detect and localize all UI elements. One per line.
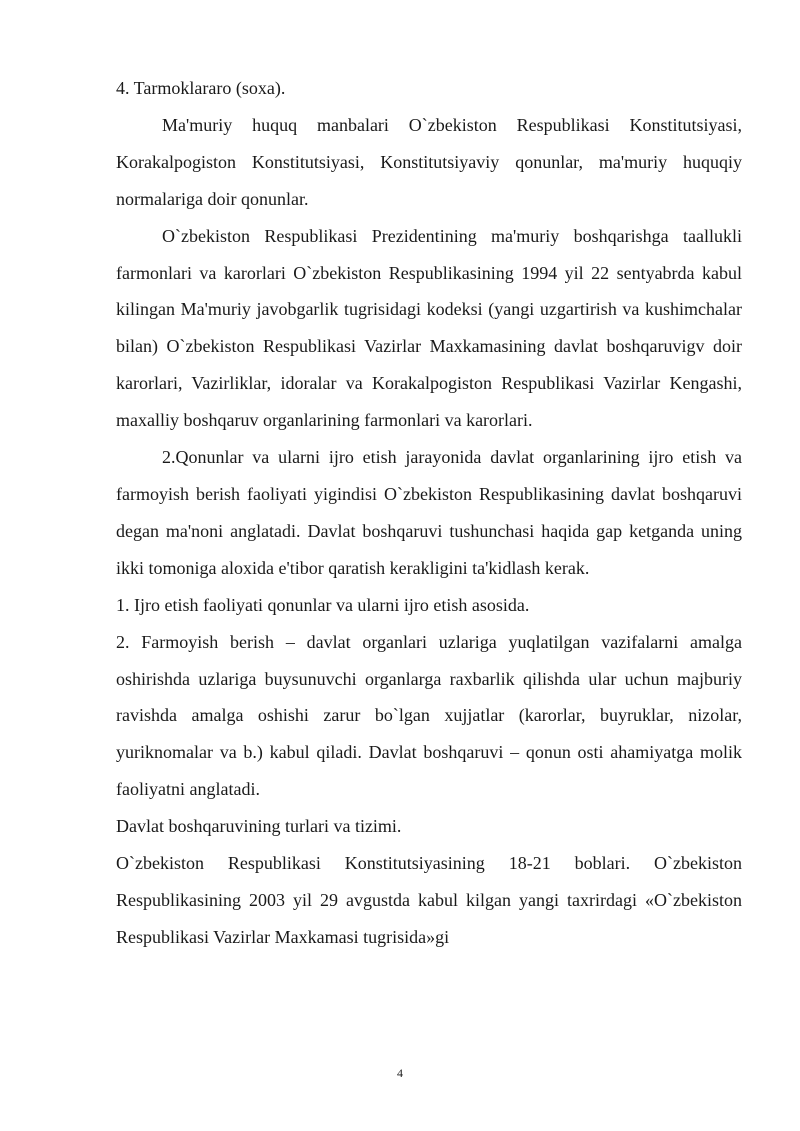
page-body bbox=[116, 70, 742, 956]
page-number: 4 bbox=[397, 1066, 403, 1080]
list-item-2-orders: 2. Farmoyish berish – davlat organlari uzlariga yuqlatilgan vazifalarni amalga oshirishda uzlariga buysunuvchi organlarga raxbarlik qilishda ular uchun majburiy ravishda amalga oshishi zarur bo`lgan xujjatlar (karorlar, buyruklar, nizolar, yuriknomalar va b.) kabul qiladi. Davlat boshqaruvi – qonun osti ahamiyatga molik faoliyatni anglatadi. bbox=[116, 631, 742, 800]
paragraph-state-governance: 2.Qonunlar va ularni ijro etish jarayonida davlat organlarining ijro etish va farmoyish berish faoliyati yigindisi O`zbekiston Respublikasining davlat boshqaruvi degan ma'noni anglatadi. Davlat boshqaruvi tushunchasi haqida gap ketganda uning ikki tomoniga aloxida e'tibor qaratish kerakligini ta'kidlash kerak. bbox=[116, 447, 742, 578]
paragraph-president-decrees: O`zbekiston Respublikasi Prezidentining ma'muriy boshqarishga taallukli farmonlari va karorlari O`zbekiston Respublikasining 1994 yil 22 sentyabrda kabul kilingan Ma'muriy javobgarlik tugrisidagi kodeksi (yangi uzgartirish va kushimchalar bilan) O`zbekiston Respublikasi Vazirlar Maxkamasining davlat boshqaruvigv doir karorlari, Vazirliklar, idoralar va Korakalpogiston Respublikasi Vazirlar Kengashi, maxalliy boshqaruv organlarining farmonlari va karorlari. bbox=[116, 225, 742, 431]
list-item-4-tarmoklararo: 4. Tarmoklararo (soxa). bbox=[116, 78, 286, 98]
paragraph-constitution-chapters: O`zbekiston Respublikasi Konstitutsiyasining 18-21 boblari. O`zbekiston Respublikasining 2003 yil 29 avgustda kabul kilgan yangi taxrirdagi «O`zbekiston Respublikasi Vazirlar Maxkamasi tugrisida»gi bbox=[116, 853, 742, 947]
paragraph-sources: Ma'muriy huquq manbalari O`zbekiston Respublikasi Konstitutsiyasi, Korakalpogiston Konstitutsiyasi, Konstitutsiyaviy qonunlar, ma'muriy huquqiy normalariga doir qonunlar. bbox=[116, 114, 742, 209]
list-item-1-execution: 1. Ijro etish faoliyati qonunlar va ularni ijro etish asosida. bbox=[116, 594, 530, 615]
section-heading-types: Davlat boshqaruvining turlari va tizimi. bbox=[116, 816, 402, 837]
